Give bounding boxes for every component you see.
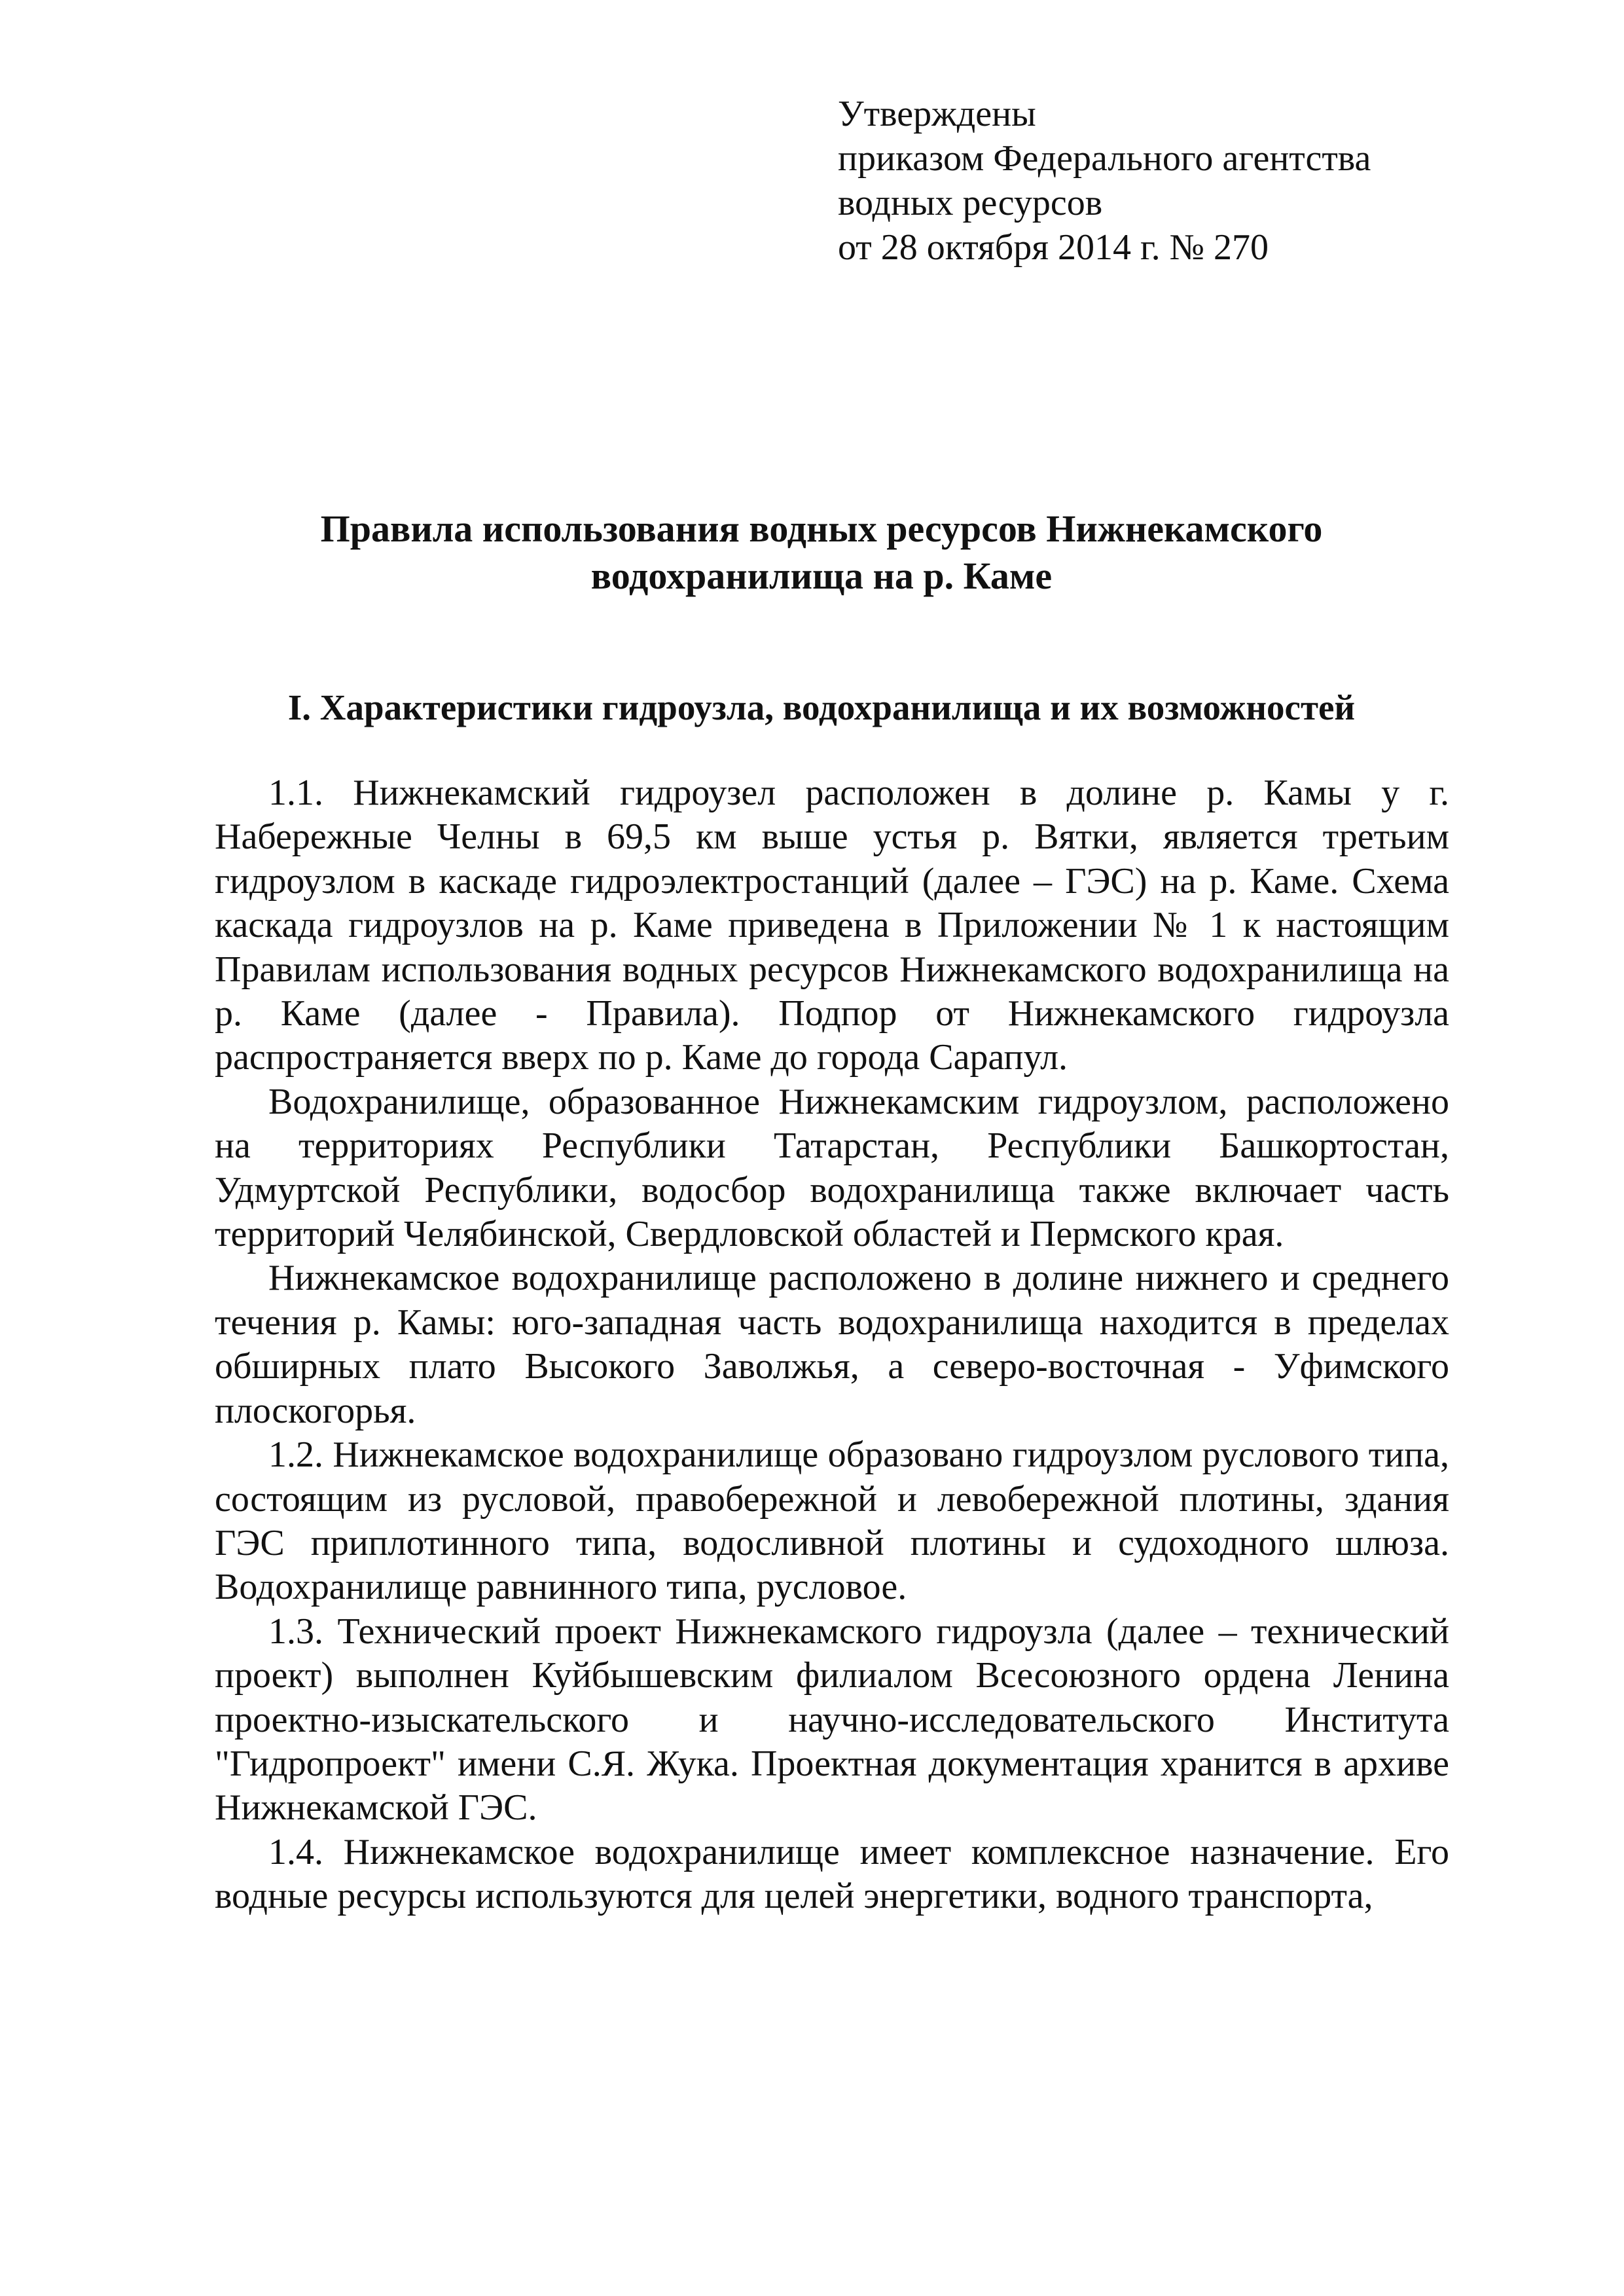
paragraph-1-2: 1.2. Нижнекамское водохранилище образовано гидроузлом руслового типа, состоящим из русловой, правобережной и левобережной плотины, здания ГЭС приплотинного типа, водосливной плотины и судоходного шлюза. Водохранилище равнинного типа, русловое.	[215, 1434, 1449, 1608]
approval-block	[838, 92, 1492, 270]
approval-line-agency: водных ресурсов	[838, 183, 1103, 223]
approval-line-approved: Утверждены	[838, 94, 1036, 134]
paragraph-1-3: 1.3. Технический проект Нижнекамского гидроузла (далее – технический проект) выполнен Куйбышевским филиалом Всесоюзного ордена Ленина проектно-изыскательского и научно-исследовательского Института "Гидропроект" имени С.Я. Жука. Проектная документация хранится в архиве Нижнекамской ГЭС.	[215, 1611, 1449, 1829]
document-title-line-1: Правила использования водных ресурсов Нижнекамского	[320, 507, 1323, 550]
document-title-line-2: водохранилища на р. Каме	[590, 555, 1053, 597]
paragraph-reservoir-territory: Водохранилище, образованное Нижнекамским гидроузлом, расположено на территориях Республики Татарстан, Республики Башкортостан, Удмуртской Республики, водосбор водохранилища также включает часть территорий Челябинской, Свердловской областей и Пермского края.	[215, 1081, 1449, 1255]
approval-line-date: от 28 октября 2014 г. № 270	[838, 227, 1269, 268]
paragraph-1-4: 1.4. Нижнекамское водохранилище имеет комплексное назначение. Его водные ресурсы используются для целей энергетики, водного транспорта,	[215, 1831, 1449, 1917]
approval-line-order: приказом Федерального агентства	[838, 138, 1371, 179]
section-body	[215, 771, 1449, 1919]
section-heading: I. Характеристики гидроузла, водохранилища и их возможностей	[287, 687, 1356, 727]
paragraph-1-1: 1.1. Нижнекамский гидроузел расположен в долине р. Камы у г. Набережные Челны в 69,5 км выше устья р. Вятки, является третьим гидроузлом в каскаде гидроэлектростанций (далее – ГЭС) на р. Каме. Схема каскада гидроузлов на р. Каме приведена в Приложении № 1 к настоящим Правилам использования водных ресурсов Нижнекамского водохранилища на р. Каме (далее - Правила). Подпор от Нижнекамского гидроузла распространяется вверх по р. Каме до города Сарапул.	[215, 773, 1449, 1078]
document-title	[164, 505, 1479, 600]
paragraph-reservoir-location: Нижнекамское водохранилище расположено в долине нижнего и среднего течения р. Камы: юго-западная часть водохранилища находится в пределах обширных плато Высокого Заволжья, а северо-восточная - Уфимского плоскогорья.	[215, 1258, 1449, 1431]
